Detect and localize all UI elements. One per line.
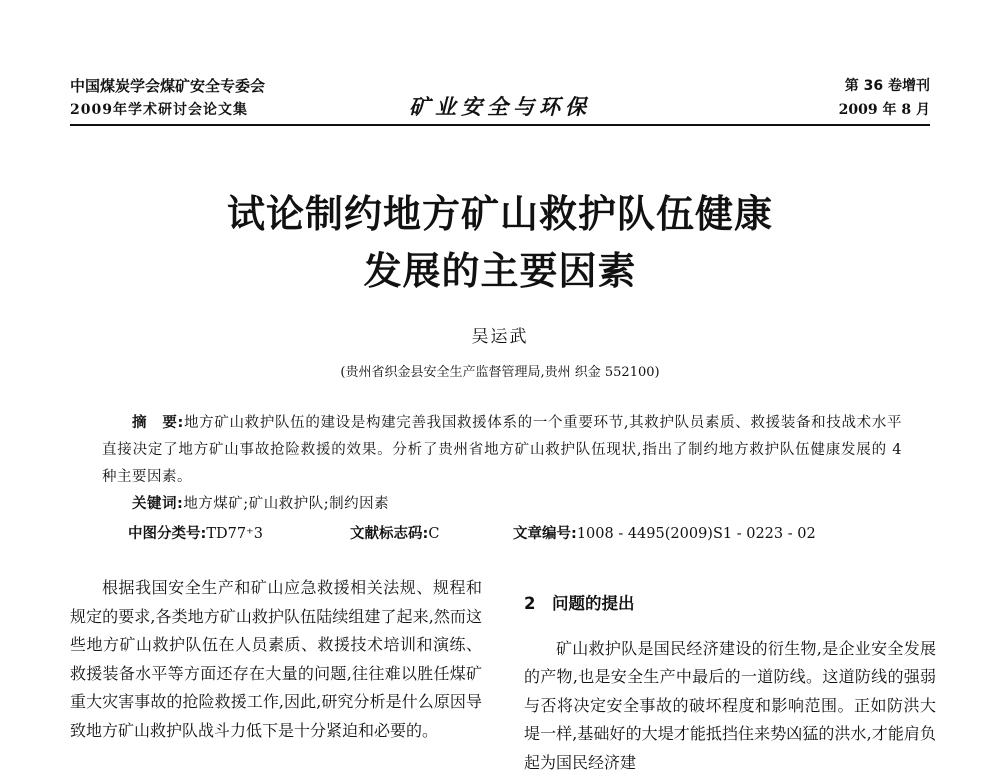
abstract — [102, 410, 902, 491]
abstract-label: 摘 要: — [132, 415, 184, 431]
author-affiliation: (贵州省织金县安全生产监督管理局,贵州 织金 552100) — [0, 361, 1000, 380]
journal-volume: 第 36 卷增刊 — [845, 75, 930, 95]
section-2-heading — [524, 590, 936, 619]
article-number-value: 1008 - 4495(2009)S1 - 0223 - 02 — [577, 526, 816, 542]
body-right-column — [524, 590, 936, 777]
keywords-label: 关键词: — [132, 496, 183, 512]
journal-name: 矿业安全与环保 — [0, 91, 1000, 121]
article-number — [513, 522, 816, 543]
clc-label: 中图分类号: — [128, 526, 206, 542]
abstract-block — [102, 410, 902, 518]
journal-date: 2009 年 8 月 — [839, 99, 930, 119]
document-code-value: C — [428, 526, 439, 542]
clc-value: TD77⁺3 — [206, 526, 263, 542]
intro-paragraph: 根据我国安全生产和矿山应急救援相关法规、规程和规定的要求,各类地方矿山救护队伍陆续组建了起来,然而这些地方矿山救护队伍在人员素质、救援技术培训和演练、救援装备水平等方面还存在大量的问题,往往难以胜任煤矿重大灾害事故的抢险救援工作,因此,研究分析是什么原因导致地方矿山救护队战斗力低下是十分紧迫和必要的。 — [70, 574, 482, 745]
clc-number — [128, 522, 263, 543]
abstract-text: 地方矿山救护队伍的建设是构建完善我国救援体系的一个重要环节,其救护队员素质、救援装备和技战术水平直接决定了地方矿山事故抢险救援的效果。分析了贵州省地方矿山救护队伍现状,指出了制约地方救护队伍健康发展的 4 种主要因素。 — [102, 415, 902, 485]
article-title-line-1: 试论制约地方矿山救护队伍健康 — [0, 183, 1000, 238]
section-2-paragraph: 矿山救护队是国民经济建设的衍生物,是企业安全发展的产物,也是安全生产中最后的一道防线。这道防线的强弱与否将决定安全事故的破坏程度和影响范围。正如防洪大堤一样,基础好的大堤才能抵挡住来势凶猛的洪水,才能肩负起为国民经济建 — [524, 635, 936, 777]
section-2-number: 2 — [524, 594, 535, 613]
document-code — [350, 522, 439, 543]
body-left-column — [70, 574, 482, 745]
keywords — [102, 491, 902, 518]
keywords-text: 地方煤矿;矿山救护队;制约因素 — [183, 496, 389, 512]
journal-organization: 中国煤炭学会煤矿安全专委会 — [70, 75, 265, 96]
header-rule — [70, 124, 930, 126]
section-2-title: 问题的提出 — [552, 594, 635, 613]
document-code-label: 文献标志码: — [350, 526, 428, 542]
author-name: 吴运武 — [0, 322, 1000, 347]
article-title-line-2: 发展的主要因素 — [0, 240, 1000, 295]
article-number-label: 文章编号: — [513, 526, 577, 542]
proceedings-title: 2009年学术研讨会论文集 — [70, 99, 248, 119]
